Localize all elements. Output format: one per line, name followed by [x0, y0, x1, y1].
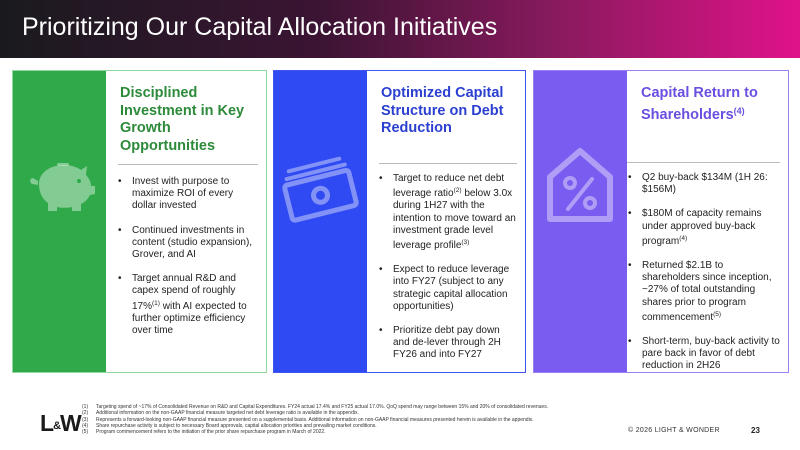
- footnote: (5) Program commencement refers to the initiation of the prior share repurchase program in March of 2022.: [82, 429, 326, 436]
- footnote: (3) Represents a forward-looking non-GAAP financial measure presented on a supplemental basis. Additional information on non-GAAP financial measures presented herein is available in the appendix.: [82, 416, 534, 423]
- card-capital-return: [533, 70, 789, 373]
- company-logo: L&W: [40, 410, 81, 436]
- bullet-item: • Short-term, buy-back activity to pare back in favor of debt reduction in 2H26: [628, 336, 782, 373]
- bullet-item: • Target to reduce net debt leverage ratio$^{(2)}$ below 3.0x during 1H27 with the intention to move toward an investment grade level leverage profile$^{(3)}$: [379, 173, 517, 252]
- piggy-bank-icon: [27, 154, 97, 214]
- card-divider: [379, 163, 517, 164]
- title-bar: [0, 0, 800, 58]
- card-side-panel: [13, 71, 106, 372]
- card-side-panel: [274, 71, 367, 372]
- card-divider: [627, 162, 780, 163]
- bullet-item: • Invest with purpose to maximize ROI of every dollar invested: [118, 176, 258, 213]
- footnote: (2) Additional information on the non-GAAP financial measure targeted net debt leverage ratio is available in the appendix.: [82, 410, 359, 417]
- bullet-item: • $180M of capacity remains under approved buy-back program$^{(4)}$: [628, 208, 782, 248]
- card-title: Disciplined Investment in Key Growth Opportunities: [120, 85, 245, 154]
- card-divider: [118, 164, 258, 165]
- footnote: (4) Share repurchase activity is subject to necessary Board approvals, capital allocation priorities and prevailing market conditions.: [82, 422, 377, 429]
- bullet-list: [379, 173, 517, 374]
- copyright: © 2026 LIGHT & WONDER: [628, 427, 720, 434]
- bullet-item: • Continued investments in content (studio expansion), Grover, and AI: [118, 225, 258, 262]
- bullet-item: • Q2 buy-back $134M (1H 26: $156M): [628, 172, 782, 196]
- footnote: (1) Targeting spend of ~17% of Consolidated Revenue on R&D and Capital Expenditures. FY24 actual 17.4% and FY25 actual 17.0%. QoQ spend may range between 15% and 20% of consolidated revenues.: [82, 404, 549, 410]
- bullet-item: • Expect to reduce leverage into FY27 (subject to any strategic capital allocation opportunities): [379, 264, 517, 313]
- bullet-list: [118, 176, 258, 349]
- footnotes: [82, 404, 722, 435]
- page-number: 23: [751, 426, 760, 435]
- page-title: Prioritizing Our Capital Allocation Initiatives: [22, 13, 498, 41]
- cash-icon: [278, 149, 364, 229]
- card-title: Optimized Capital Structure on Debt Reduction: [381, 85, 504, 136]
- bullet-item: • Prioritize debt pay down and de-lever through 2H FY26 and into FY27: [379, 325, 517, 362]
- bullet-item: • Returned $2.1B to shareholders since inception, ~27% of total outstanding shares prior to program commencement$^{(5)}$: [628, 260, 782, 324]
- bullet-item: • Target annual R&D and capex spend of roughly 17%$^{(1)}$ with AI expected to further optimize efficiency over time: [118, 273, 258, 337]
- house-percent-icon: [540, 137, 620, 227]
- card-title: Capital Return to Shareholders$^{(4)}$: [641, 85, 758, 123]
- bullet-list: [628, 172, 782, 385]
- card-side-panel: [534, 71, 627, 372]
- card-growth-investment: [12, 70, 267, 373]
- card-capital-structure: [273, 70, 526, 373]
